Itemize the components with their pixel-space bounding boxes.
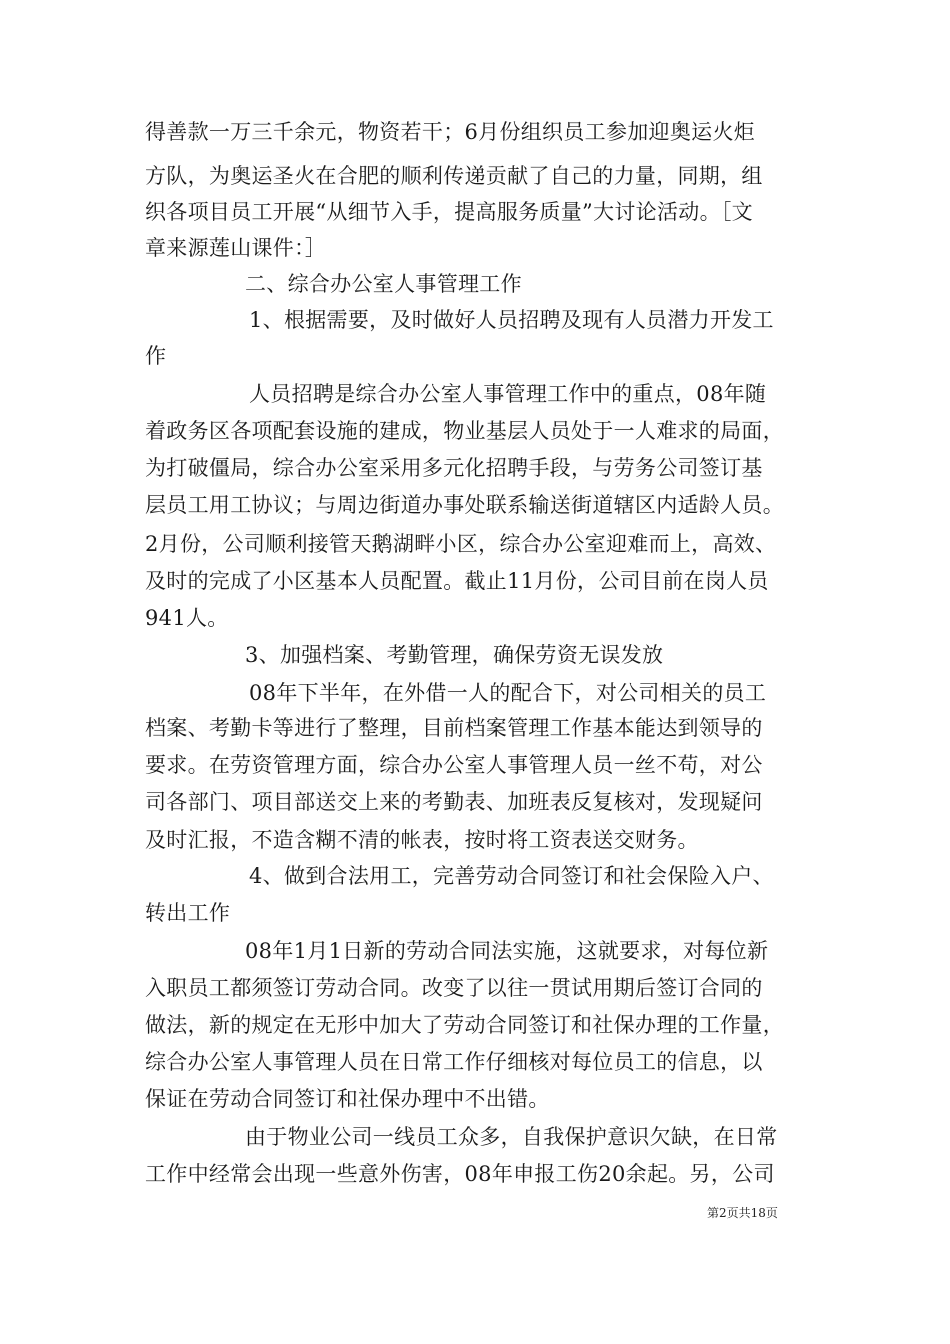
body-text-line: 保证在劳动合同签订和社保办理中不出错。 [145,1087,550,1111]
body-text-line: 08年1月1日新的劳动合同法实施，这就要求，对每位新 [245,939,769,963]
body-text-line: 得善款一万三千余元，物资若干；6月份组织员工参加迎奥运火炬 [145,120,756,144]
subsection-heading: 3、加强档案、考勤管理，确保劳资无误发放 [245,643,664,667]
subsection-heading-continued: 转出工作 [145,901,231,925]
body-text-line: 方队，为奥运圣火在合肥的顺利传递贡献了自己的力量，同期，组 [145,164,763,188]
body-text-line: 档案、考勤卡等进行了整理，目前档案管理工作基本能达到领导的 [145,716,763,740]
body-text-line: 入职员工都须签订劳动合同。改变了以往一贯试用期后签订合同的 [145,976,763,1000]
body-text-line: 及时的完成了小区基本人员配置。截止11月份，公司目前在岗人员 [145,569,769,593]
body-text-line: 及时汇报，不造含糊不清的帐表，按时将工资表送交财务。 [145,828,699,852]
body-text-line: 为打破僵局，综合办公室采用多元化招聘手段，与劳务公司签订基 [145,456,763,480]
body-text-line: 章来源莲山课件：］ [145,236,327,260]
body-text-line: 要求。在劳资管理方面，综合办公室人事管理人员一丝不苟，对公 [145,753,763,777]
subsection-heading: 1、根据需要，及时做好人员招聘及现有人员潜力开发工 [249,308,774,332]
body-text-line: 2月份，公司顺利接管天鹅湖畔小区，综合办公室迎难而上，高效、 [145,532,777,556]
body-text-line: 人员招聘是综合办公室人事管理工作中的重点，08年随 [249,382,767,406]
page-number-footer: 第2页共18页 [707,1206,778,1220]
subsection-heading: 4、做到合法用工，完善劳动合同签订和社会保险入户、 [249,864,774,888]
body-text-line: 08年下半年，在外借一人的配合下，对公司相关的员工 [249,681,767,705]
subsection-heading-continued: 作 [145,344,167,368]
body-text-line: 做法，新的规定在无形中加大了劳动合同签订和社保办理的工作量， [145,1013,784,1037]
body-text-line: 工作中经常会出现一些意外伤害，08年申报工伤20余起。另，公司 [145,1162,775,1186]
body-text-line: 综合办公室人事管理人员在日常工作仔细核对每位员工的信息，以 [145,1050,763,1074]
body-text-line: 941人。 [145,606,229,630]
body-text-line: 着政务区各项配套设施的建成，物业基层人员处于一人难求的局面， [145,419,784,443]
body-text-line: 层员工用工协议；与周边街道办事处联系输送街道辖区内适龄人员。 [145,493,784,517]
body-text-line: 司各部门、项目部送交上来的考勤表、加班表反复核对，发现疑问 [145,790,763,814]
body-text-line: 由于物业公司一线员工众多，自我保护意识欠缺，在日常 [245,1125,778,1149]
body-text-line: 织各项目员工开展“从细节入手，提高服务质量”大讨论活动。［文 [145,200,753,224]
section-heading: 二、综合办公室人事管理工作 [245,272,522,296]
